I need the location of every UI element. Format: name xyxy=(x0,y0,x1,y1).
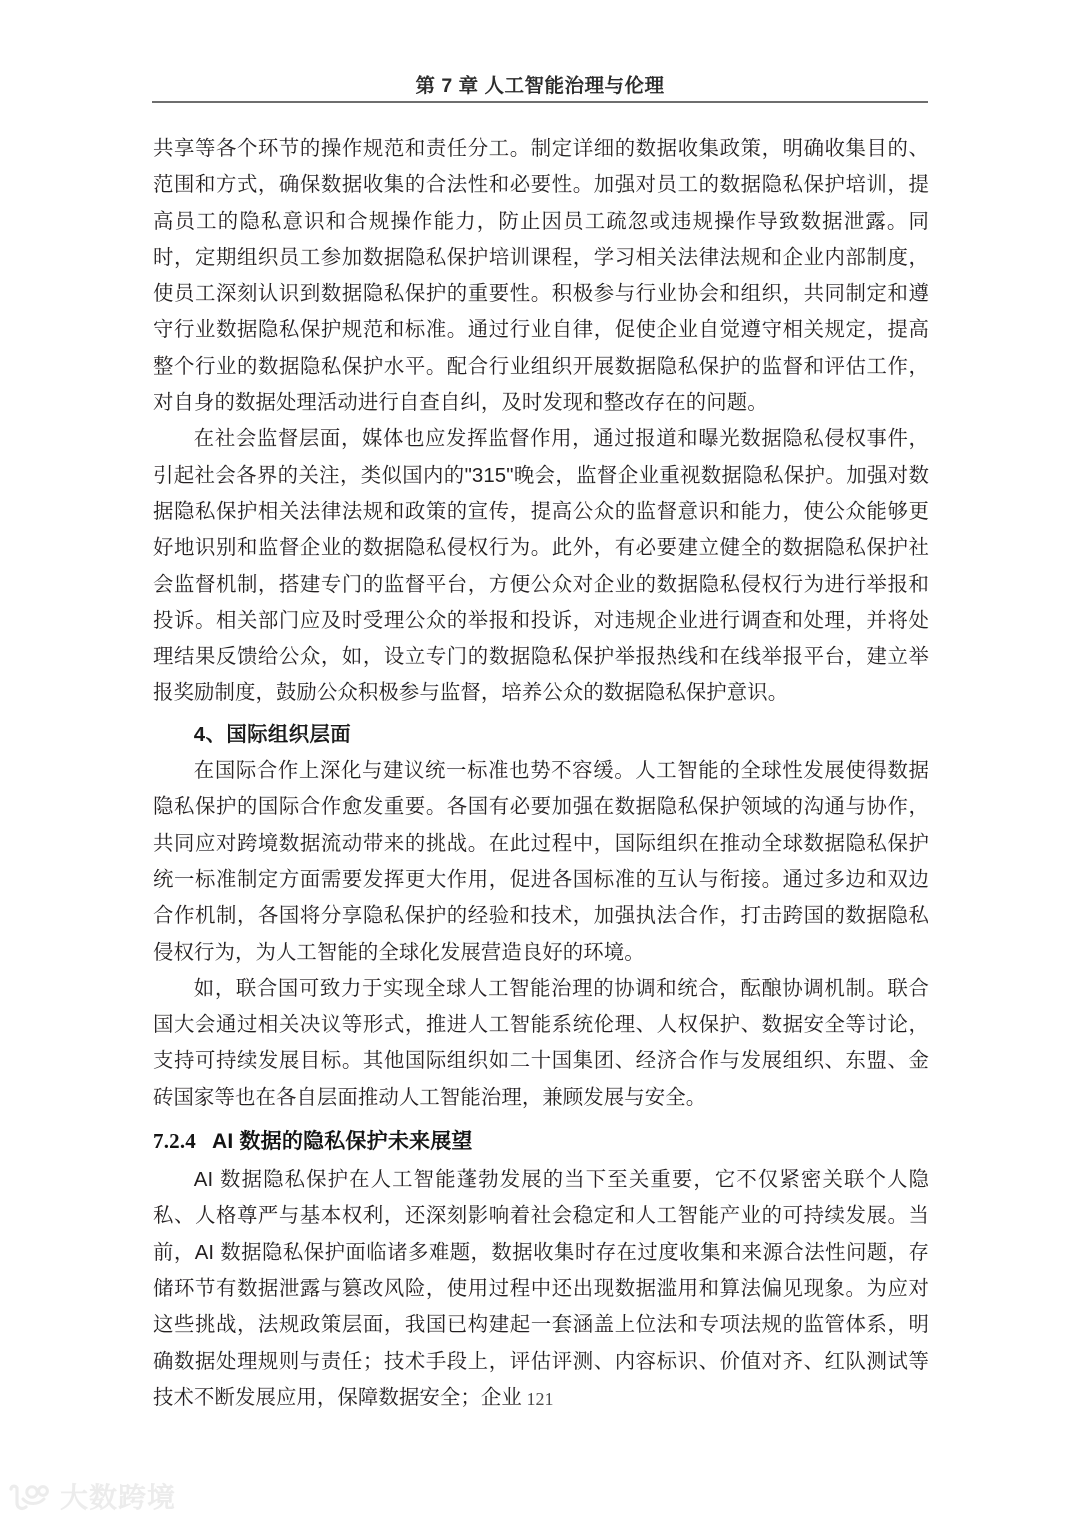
brand-logo-icon xyxy=(8,1483,52,1513)
watermark-label: 大数跨境 xyxy=(60,1482,177,1513)
body-text-column xyxy=(153,131,929,1416)
body-paragraph: 如，联合国可致力于实现全球人工智能治理的协调和统合，酝酿协调机制。联合国大会通过相关决议等形式，推进人工智能系统伦理、人权保护、数据安全等讨论，支持可持续发展目标。其他国际组织如二十国集团、经济合作与发展组织、东盟、金砖国家等也在各自层面推动人工智能治理，兼顾发展与安全。 xyxy=(153,977,929,1109)
body-paragraph: AI 数据隐私保护在人工智能蓬勃发展的当下至关重要，它不仅紧密关联个人隐私、人格尊严与基本权利，还深刻影响着社会稳定和人工智能产业的可持续发展。当前，AI 数据隐私保护面临诸多难题，数据收集时存在过度收集和来源合法性问题，存储环节有数据泄露与篡改风险，使用过程中还出现数据滥用和算法偏见现象。为应对这些挑战，法规政策层面，我国已构建起一套涵盖上位法和专项法规的监管体系，明确数据处理规则与责任；技术手段上，评估评测、内容标识、价值对齐、红队测试等技术不断发展应用，保障数据安全；企业 xyxy=(153,1169,929,1409)
body-paragraph: 在国际合作上深化与建议统一标准也势不容缓。人工智能的全球性发展使得数据隐私保护的国际合作愈发重要。各国有必要加强在数据隐私保护领域的沟通与协作，共同应对跨境数据流动带来的挑战。在此过程中，国际组织在推动全球数据隐私保护统一标准制定方面需要发挥更大作用，促进各国标准的互认与衔接。通过多边和双边合作机制，各国将分享隐私保护的经验和技术，加强执法合作，打击跨国的数据隐私侵权行为，为人工智能的全球化发展营造良好的环境。 xyxy=(153,760,929,964)
body-paragraph: 共享等各个环节的操作规范和责任分工。制定详细的数据收集政策，明确收集目的、范围和方式，确保数据收集的合法性和必要性。加强对员工的数据隐私保护培训，提高员工的隐私意识和合规操作能力，防止因员工疏忽或违规操作导致数据泄露。同时，定期组织员工参加数据隐私保护培训课程，学习相关法律法规和企业内部制度，使员工深刻认识到数据隐私保护的重要性。积极参与行业协会和组织，共同制定和遵守行业数据隐私保护规范和标准。通过行业自律，促使企业自觉遵守相关规定，提高整个行业的数据隐私保护水平。配合行业组织开展数据隐私保护的监督和评估工作，对自身的数据处理活动进行自查自纠，及时发现和整改存在的问题。 xyxy=(153,138,929,415)
watermark xyxy=(8,1483,176,1513)
subsection-heading: 4、国际组织层面 xyxy=(193,723,352,746)
page-number: 121 xyxy=(526,1389,554,1409)
header-rule-divider xyxy=(152,101,928,103)
running-header: 第 7 章 人工智能治理与伦理 xyxy=(415,75,665,97)
section-title: AI 数据的隐私保护未来展望 xyxy=(212,1130,473,1154)
section-heading xyxy=(153,1121,929,1162)
body-paragraph: 在社会监督层面，媒体也应发挥监督作用，通过报道和曝光数据隐私侵权事件，引起社会各界的关注，类似国内的"315"晚会，监督企业重视数据隐私保护。加强对数据隐私保护相关法律法规和政策的宣传，提高公众的监督意识和能力，使公众能够更好地识别和监督企业的数据隐私侵权行为。此外，有必要建立健全的数据隐私保护社会监督机制，搭建专门的监督平台，方便公众对企业的数据隐私侵权行为进行举报和投诉。相关部门应及时受理公众的举报和投诉，对违规企业进行调查和处理，并将处理结果反馈给公众，如，设立专门的数据隐私保护举报热线和在线举报平台，建立举报奖励制度，鼓励公众积极参与监督，培养公众的数据隐私保护意识。 xyxy=(153,428,929,705)
section-number: 7.2.4 xyxy=(153,1129,196,1154)
